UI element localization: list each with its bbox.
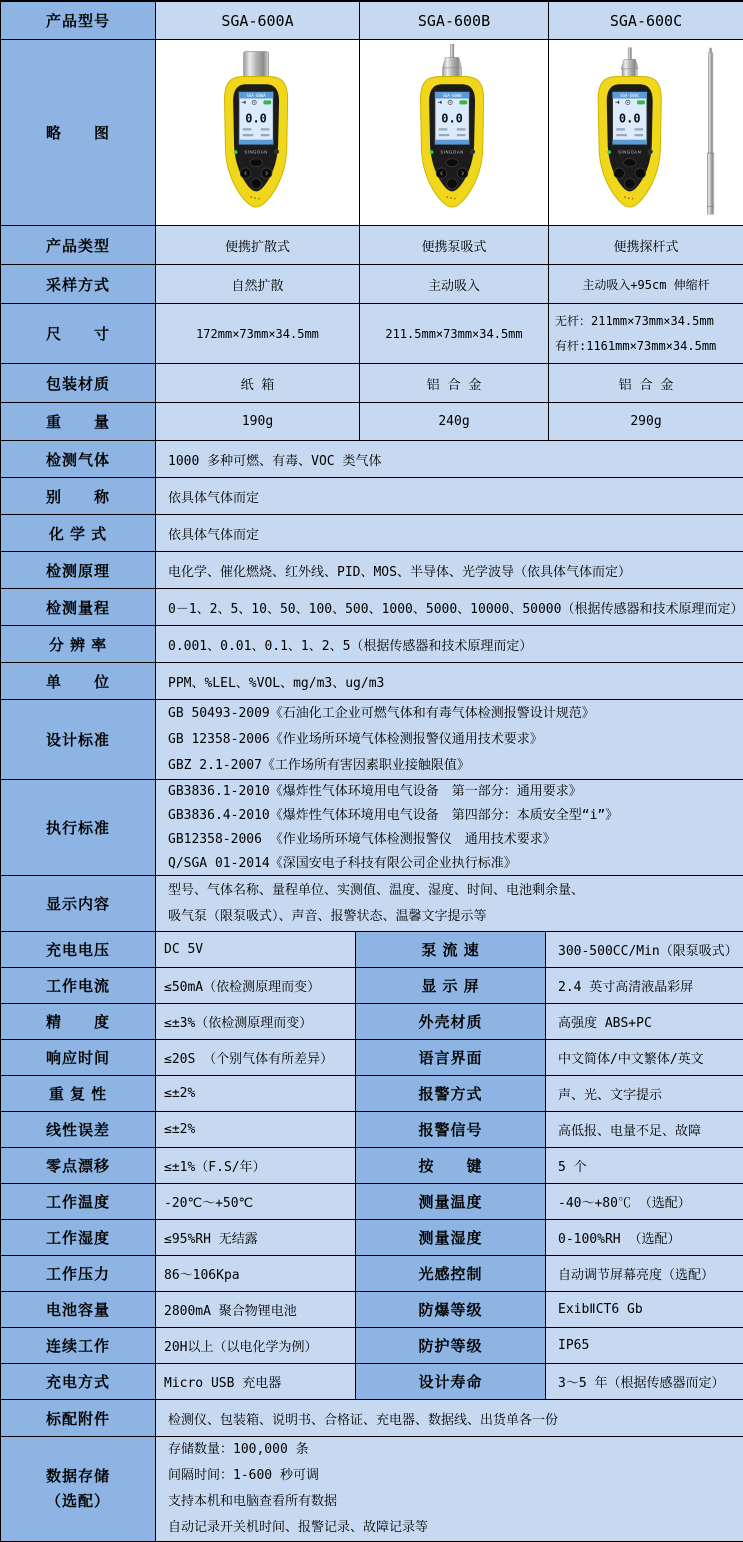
row-label-2: 报警信号 xyxy=(356,1112,546,1148)
row-value-b: 211.5mm×73mm×34.5mm xyxy=(360,304,549,364)
speaker-hole xyxy=(454,197,456,199)
row-value: 86～106Kpa xyxy=(156,1256,356,1292)
screen-model-text: SGA-600C xyxy=(620,92,640,98)
gas-detector-image-sga-600a xyxy=(188,44,328,222)
row-value: 电化学、催化燃烧、红外线、PID、MOS、半导体、光学波导（依具体气体而定） xyxy=(156,552,743,589)
row-value xyxy=(156,1437,743,1541)
standard-line: GBZ 2.1-2007《工作场所有害因素职业接触限值》 xyxy=(168,757,470,773)
screen-text-line xyxy=(242,128,251,130)
speaker-hole xyxy=(250,196,252,198)
row-resolution xyxy=(1,626,743,663)
standard-line: GB 12358-2006《作业场所环境气体检测报警仪通用技术要求》 xyxy=(168,731,543,747)
row-data-storage xyxy=(1,1437,743,1541)
storage-label-line2: （选配） xyxy=(45,1493,110,1510)
screen-text-line xyxy=(457,128,466,130)
screen-text-line xyxy=(260,128,269,130)
speaker-hole xyxy=(446,196,448,198)
screen-text-line xyxy=(616,133,627,135)
brand-text: SINGOAN xyxy=(243,149,268,155)
row-value-c xyxy=(549,304,743,364)
row-value-b: 便携泵吸式 xyxy=(360,226,549,265)
standard-line: GB12358-2006 《作业场所环境气体检测报警仪 通用技术要求》 xyxy=(168,831,556,847)
row-label: 连续工作 xyxy=(1,1328,156,1364)
speaker-hole xyxy=(450,197,452,199)
row-value: 检测仪、包装箱、说明书、合格证、充电器、数据线、出货单各一份 xyxy=(156,1400,743,1437)
screen-reading: 0.0 xyxy=(244,110,267,125)
row-package-material xyxy=(1,364,743,403)
header-label: 产品型号 xyxy=(1,2,156,40)
right-button xyxy=(261,167,272,178)
row-label: 执行标准 xyxy=(1,780,156,876)
gas-detector-image-sga-600c xyxy=(560,44,732,222)
row-value: 0－1、2、5、10、50、100、500、1000、5000、10000、50000（根据传感器和技术原理而定） xyxy=(156,589,743,626)
row-continuous-working-protection-rating xyxy=(1,1328,743,1364)
row-linearity-error-alarm-signal xyxy=(1,1112,743,1148)
row-label: 包装材质 xyxy=(1,364,156,403)
row-response-time-language xyxy=(1,1040,743,1076)
fan-hub xyxy=(627,101,628,102)
row-label-2: 外壳材质 xyxy=(356,1004,546,1040)
pump-probe xyxy=(450,44,453,57)
row-battery-capacity-explosion-proof xyxy=(1,1292,743,1328)
row-value-2: -40～+80℃ （选配） xyxy=(546,1184,743,1220)
row-detection-range xyxy=(1,589,743,626)
row-value: ≤±2% xyxy=(156,1076,356,1112)
row-value: 20H以上（以电化学为例） xyxy=(156,1328,356,1364)
row-value-2: 高低报、电量不足、故障 xyxy=(546,1112,743,1148)
right-button xyxy=(635,167,646,178)
row-value: ≤±1%（F.S/年） xyxy=(156,1148,356,1184)
row-value: ≤50mA（依检测原理而变） xyxy=(156,968,356,1004)
row-standard-accessories xyxy=(1,1400,743,1437)
standard-line: GB3836.1-2010《爆炸性气体环境用电气设备 第一部分：通用要求》 xyxy=(168,783,582,799)
row-detection-principle xyxy=(1,552,743,589)
row-value-b: 铝 合 金 xyxy=(360,364,549,403)
row-value: DC 5V xyxy=(156,932,356,968)
row-design-standard xyxy=(1,700,743,780)
left-button xyxy=(240,167,251,178)
fan-hub xyxy=(450,101,451,102)
row-label: 精 度 xyxy=(1,1004,156,1040)
row-label-2: 报警方式 xyxy=(356,1076,546,1112)
row-product-type xyxy=(1,226,743,265)
row-weight xyxy=(1,403,743,441)
screen-text-line xyxy=(242,133,253,135)
row-label: 重 量 xyxy=(1,403,156,441)
row-label-2: 测量湿度 xyxy=(356,1220,546,1256)
row-label: 化 学 式 xyxy=(1,515,156,552)
sketch-label: 略 图 xyxy=(1,40,156,226)
row-label-2: 显 示 屏 xyxy=(356,968,546,1004)
size-with-rod: 有杆:1161mm×73mm×34.5mm xyxy=(555,338,717,353)
speaker-hole xyxy=(624,196,626,198)
screen-text-line xyxy=(635,133,644,135)
row-label: 标配附件 xyxy=(1,1400,156,1437)
right-button xyxy=(457,167,468,178)
menu-button xyxy=(249,158,261,166)
row-label: 别 称 xyxy=(1,478,156,515)
storage-label-line1: 数据存储 xyxy=(45,1468,110,1485)
row-zero-drift-keys xyxy=(1,1148,743,1184)
row-value-2: 5 个 xyxy=(546,1148,743,1184)
row-value: ≤20S （个别气体有所差异） xyxy=(156,1040,356,1076)
row-label: 充电方式 xyxy=(1,1364,156,1400)
row-value xyxy=(156,700,743,780)
row-dimensions xyxy=(1,304,743,364)
row-value: PPM、%LEL、%VOL、mg/m3、ug/m3 xyxy=(156,663,743,700)
screen-model-text: SGA-600A xyxy=(245,92,266,98)
telescopic-rod-lower xyxy=(707,153,714,214)
row-label: 工作电流 xyxy=(1,968,156,1004)
row-label: 设计标准 xyxy=(1,700,156,780)
row-working-current-display-screen xyxy=(1,968,743,1004)
row-value: -20℃～+50℃ xyxy=(156,1184,356,1220)
row-value-2: 声、光、文字提示 xyxy=(546,1076,743,1112)
row-label-2: 防护等级 xyxy=(356,1328,546,1364)
screen-reading: 0.0 xyxy=(618,110,641,125)
standard-line: GB3836.4-2010《爆炸性气体环境用电气设备 第四部分：本质安全型“i”》 xyxy=(168,807,619,823)
row-value-c: 铝 合 金 xyxy=(549,364,743,403)
row-value: ≤±2% xyxy=(156,1112,356,1148)
enter-button xyxy=(447,178,458,189)
probe-cone xyxy=(621,59,638,69)
enter-button xyxy=(624,178,635,189)
screen-model-text: SGA-600B xyxy=(442,92,462,98)
row-label: 显示内容 xyxy=(1,876,156,932)
row-value: 依具体气体而定 xyxy=(156,478,743,515)
row-label: 响应时间 xyxy=(1,1040,156,1076)
fan-hub xyxy=(253,101,254,102)
row-working-pressure-light-control xyxy=(1,1256,743,1292)
row-working-humidity-measuring-humidity xyxy=(1,1220,743,1256)
storage-line: 间隔时间：1-600 秒可调 xyxy=(168,1468,319,1483)
row-label: 充电电压 xyxy=(1,932,156,968)
row-value-2: 高强度 ABS+PC xyxy=(546,1004,743,1040)
brand-text: SINGOAN xyxy=(618,149,642,155)
model-name-c: SGA-600C xyxy=(549,2,743,40)
row-value: 1000 多种可燃、有毒、VOC 类气体 xyxy=(156,441,743,478)
left-button xyxy=(614,167,625,178)
telescopic-rod-tip xyxy=(709,47,711,52)
row-value-2: 0-100%RH （选配） xyxy=(546,1220,743,1256)
row-label-2: 泵 流 速 xyxy=(356,932,546,968)
row-label-2: 防爆等级 xyxy=(356,1292,546,1328)
screen-reading: 0.0 xyxy=(441,110,463,125)
model-name-a: SGA-600A xyxy=(156,2,360,40)
row-label xyxy=(1,1437,156,1541)
menu-button xyxy=(446,158,458,166)
speaker-hole xyxy=(254,197,256,199)
screen-status-bar xyxy=(613,139,647,144)
row-repeatability-alarm-mode xyxy=(1,1076,743,1112)
row-chemical-formula xyxy=(1,515,743,552)
row-value: Micro USB 充电器 xyxy=(156,1364,356,1400)
row-label-2: 按 键 xyxy=(356,1148,546,1184)
standard-line: GB 50493-2009《石油化工企业可燃气体和有毒气体检测报警设计规范》 xyxy=(168,705,595,721)
row-label: 单 位 xyxy=(1,663,156,700)
speaker-hole xyxy=(628,197,630,199)
battery-icon xyxy=(460,100,467,103)
row-value-2: 自动调节屏幕亮度（选配） xyxy=(546,1256,743,1292)
brand-text: SINGOAN xyxy=(440,149,464,155)
row-charging-method-design-life xyxy=(1,1364,743,1400)
row-label: 工作压力 xyxy=(1,1256,156,1292)
row-label-2: 光感控制 xyxy=(356,1256,546,1292)
row-accuracy-shell-material xyxy=(1,1004,743,1040)
product-photo-cell-a xyxy=(156,40,360,226)
row-label-2: 语言界面 xyxy=(356,1040,546,1076)
storage-line: 存储数量：100,000 条 xyxy=(168,1442,309,1457)
led-indicator xyxy=(607,150,611,154)
sensor-cap xyxy=(243,51,268,78)
row-value-2: 中文简体/中文繁体/英文 xyxy=(546,1040,743,1076)
speaker-hole xyxy=(632,197,634,199)
row-value: 0.001、0.01、0.1、1、2、5（根据传感器和技术原理而定） xyxy=(156,626,743,663)
row-value-b: 主动吸入 xyxy=(360,265,549,304)
row-label: 零点漂移 xyxy=(1,1148,156,1184)
row-display-content xyxy=(1,876,743,932)
speaker-hole xyxy=(258,197,260,199)
row-sampling-method xyxy=(1,265,743,304)
display-line: 型号、气体名称、量程单位、实测值、温度、湿度、时间、电池剩余量、 xyxy=(168,882,585,898)
screen-status-bar xyxy=(238,139,272,144)
led-indicator xyxy=(430,150,434,154)
row-label: 采样方式 xyxy=(1,265,156,304)
row-value-2: ExibⅡCT6 Gb xyxy=(546,1292,743,1328)
battery-icon xyxy=(637,100,644,103)
row-detected-gas xyxy=(1,441,743,478)
row-value-a: 172mm×73mm×34.5mm xyxy=(156,304,360,364)
power-button xyxy=(648,149,653,154)
row-value-a: 纸 箱 xyxy=(156,364,360,403)
row-value-2: 2.4 英寸高清液晶彩屏 xyxy=(546,968,743,1004)
row-label: 工作温度 xyxy=(1,1184,156,1220)
row-value-2: 300-500CC/Min（限泵吸式） xyxy=(546,932,743,968)
screen-text-line xyxy=(457,133,466,135)
product-photo-cell-c xyxy=(549,40,743,226)
row-label: 分 辨 率 xyxy=(1,626,156,663)
row-value-c: 便携探杆式 xyxy=(549,226,743,265)
row-label: 尺 寸 xyxy=(1,304,156,364)
row-label: 检测原理 xyxy=(1,552,156,589)
row-executive-standard xyxy=(1,780,743,876)
product-photo-cell-b xyxy=(360,40,549,226)
size-without-rod: 无杆：211mm×73mm×34.5mm xyxy=(555,313,714,328)
header-row xyxy=(1,2,743,40)
row-working-temp-measuring-temp xyxy=(1,1184,743,1220)
row-value-2: IP65 xyxy=(546,1328,743,1364)
storage-line: 自动记录开关机时间、报警记录、故障记录等 xyxy=(168,1520,429,1535)
telescopic-rod-upper xyxy=(708,52,713,152)
row-label: 电池容量 xyxy=(1,1292,156,1328)
storage-line: 支持本机和电脑查看所有数据 xyxy=(168,1494,338,1509)
power-button xyxy=(274,149,279,154)
battery-icon xyxy=(263,100,270,103)
row-value-c: 290g xyxy=(549,403,743,441)
screen-status-bar xyxy=(435,139,469,144)
screen-text-line xyxy=(439,133,450,135)
display-line: 吸气泵（限泵吸式）、声音、报警状态、温馨文字提示等 xyxy=(168,908,487,924)
row-label: 工作湿度 xyxy=(1,1220,156,1256)
row-unit xyxy=(1,663,743,700)
row-alias xyxy=(1,478,743,515)
row-value xyxy=(156,780,743,876)
menu-button xyxy=(624,158,636,166)
row-label: 检测量程 xyxy=(1,589,156,626)
row-label: 重 复 性 xyxy=(1,1076,156,1112)
model-name-b: SGA-600B xyxy=(360,2,549,40)
led-indicator xyxy=(233,150,237,154)
row-label-2: 测量温度 xyxy=(356,1184,546,1220)
row-value-a: 190g xyxy=(156,403,360,441)
row-label: 检测气体 xyxy=(1,441,156,478)
row-value-a: 便携扩散式 xyxy=(156,226,360,265)
probe-cone xyxy=(443,57,462,68)
row-value-b: 240g xyxy=(360,403,549,441)
row-value-a: 自然扩散 xyxy=(156,265,360,304)
pump-probe xyxy=(628,47,631,58)
screen-text-line xyxy=(635,128,644,130)
gas-detector-image-sga-600b xyxy=(384,44,524,222)
row-value-c: 主动吸入+95cm 伸缩杆 xyxy=(549,265,743,304)
row-value-2: 3～5 年（根据传感器而定） xyxy=(546,1364,743,1400)
row-value: 2800mA 聚合物锂电池 xyxy=(156,1292,356,1328)
standard-line: Q/SGA 01-2014《深国安电子科技有限公司企业执行标准》 xyxy=(168,855,517,871)
row-value: ≤±3%（依检测原理而变） xyxy=(156,1004,356,1040)
screen-text-line xyxy=(616,128,625,130)
screen-text-line xyxy=(260,133,269,135)
row-label: 线性误差 xyxy=(1,1112,156,1148)
left-button xyxy=(436,167,447,178)
sketch-row xyxy=(1,40,743,226)
row-value: ≤95%RH 无结露 xyxy=(156,1220,356,1256)
row-charging-voltage-pump-flow xyxy=(1,932,743,968)
screen-text-line xyxy=(439,128,448,130)
row-value xyxy=(156,876,743,932)
enter-button xyxy=(250,178,261,189)
row-value: 依具体气体而定 xyxy=(156,515,743,552)
row-label: 产品类型 xyxy=(1,226,156,265)
row-label-2: 设计寿命 xyxy=(356,1364,546,1400)
power-button xyxy=(470,149,475,154)
